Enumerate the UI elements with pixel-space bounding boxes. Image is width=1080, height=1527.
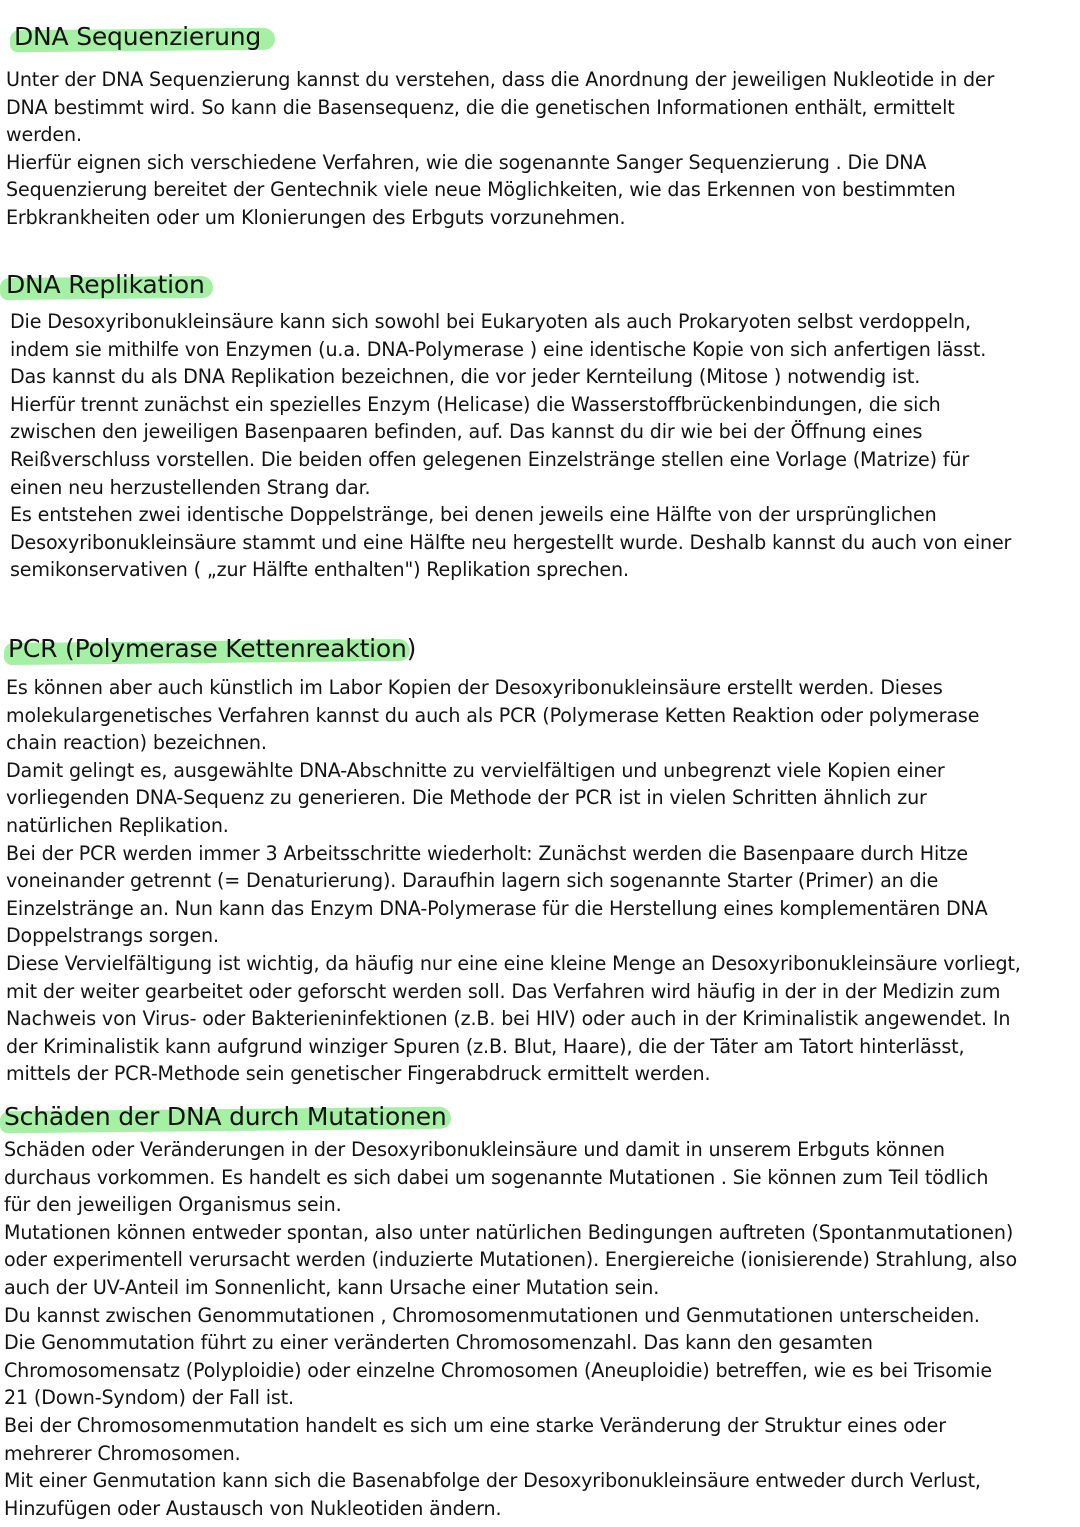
text-line: werden. bbox=[6, 123, 82, 147]
text-line: Das kannst du als DNA Replikation bezeichnen, die vor jeder Kernteilung (Mitose ) notwendig ist. bbox=[10, 365, 921, 389]
text-line: Damit gelingt es, ausgewählte DNA-Abschnitte zu vervielfältigen und unbegrenzt viele Kopien einer bbox=[6, 758, 945, 782]
section-heading: DNA Replikation bbox=[6, 270, 205, 299]
text-line: mehrerer Chromosomen. bbox=[4, 1441, 241, 1465]
heading-wrap bbox=[14, 20, 261, 54]
text-line: Hierfür eignen sich verschiedene Verfahren, wie die sogenannte Sanger Sequenzierung . Die DNA bbox=[6, 150, 927, 174]
section-mutationen bbox=[0, 1100, 1080, 1522]
text-line: Mit einer Genmutation kann sich die Basenabfolge der Desoxyribonukleinsäure entweder durch Verlust, bbox=[4, 1469, 981, 1493]
text-line: voneinander getrennt (= Denaturierung). Daraufhin lagern sich sogenannte Starter (Primer) an die bbox=[6, 869, 939, 893]
text-line: Du kannst zwischen Genommutationen , Chromosomenmutationen und Genmutationen unterscheiden. bbox=[4, 1303, 980, 1327]
text-line: DNA bestimmt wird. So kann die Basensequenz, die die genetischen Informationen enthält, ermittelt bbox=[6, 95, 955, 119]
text-line: Erbkrankheiten oder um Klonierungen des Erbguts vorzunehmen. bbox=[6, 205, 626, 229]
text-line: oder experimentell verursacht werden (induzierte Mutationen). Energiereiche (ionisierende) Strahlung, also bbox=[4, 1248, 1017, 1272]
text-line: Es entstehen zwei identische Doppelstränge, bei denen jeweils eine Hälfte von der ursprünglichen bbox=[10, 503, 937, 527]
text-line: molekulargenetisches Verfahren kannst du auch als PCR (Polymerase Ketten Reaktion oder polymerase bbox=[6, 703, 980, 727]
section-heading: PCR (Polymerase Kettenreaktion) bbox=[8, 634, 417, 663]
text-line: vorliegenden DNA-Sequenz zu generieren. Die Methode der PCR ist in vielen Schritten ähnlich zur bbox=[6, 786, 927, 810]
text-line: mittels der PCR-Methode sein genetischer Fingerabdruck ermittelt werden. bbox=[6, 1062, 711, 1086]
section-heading: DNA Sequenzierung bbox=[14, 22, 262, 51]
text-line: Bei der Chromosomenmutation handelt es sich um eine starke Veränderung der Struktur eines oder bbox=[4, 1413, 946, 1437]
section-dna-replikation bbox=[0, 268, 1080, 584]
text-line: Bei der PCR werden immer 3 Arbeitsschritte wiederholt: Zunächst werden die Basenpaare durch Hitze bbox=[6, 841, 968, 865]
text-line: auch der UV-Anteil im Sonnenlicht, kann Ursache einer Mutation sein. bbox=[4, 1275, 660, 1299]
text-line: indem sie mithilfe von Enzymen (u.a. DNA-Polymerase ) eine identische Kopie von sich anfertigen lässt. bbox=[10, 337, 987, 361]
text-line: für den jeweiligen Organismus sein. bbox=[4, 1193, 342, 1217]
text-line: Desoxyribonukleinsäure stammt und eine Hälfte neu hergestellt wurde. Deshalb kannst du auch von einer bbox=[10, 530, 1012, 554]
text-line: Unter der DNA Sequenzierung kannst du verstehen, dass die Anordnung der jeweiligen Nukleotide in der bbox=[6, 68, 995, 91]
text-line: Sequenzierung bereitet der Gentechnik viele neue Möglichkeiten, wie das Erkennen von bestimmten bbox=[6, 178, 956, 202]
text-line: Reißverschluss vorstellen. Die beiden offen gelegenen Einzelstränge stellen eine Vorlage (Matrize) für bbox=[10, 447, 970, 471]
text-line: durchaus vorkommen. Es handelt es sich dabei um sogenannte Mutationen . Sie können zum Teil tödlich bbox=[4, 1165, 989, 1189]
text-line: mit der weiter gearbeitet oder geforscht werden soll. Das Verfahren wird häufig in der in der Medizin zum bbox=[6, 979, 1001, 1003]
section-body bbox=[10, 308, 1080, 584]
section-heading: Schäden der DNA durch Mutationen bbox=[4, 1102, 447, 1131]
text-line: natürlichen Replikation. bbox=[6, 813, 229, 837]
text-line: zwischen den jeweiligen Basenpaaren befinden, auf. Das kannst du dir wie bei der Öffnung eines bbox=[10, 420, 923, 444]
section-body bbox=[6, 674, 1080, 1088]
text-line: chain reaction) bezeichnen. bbox=[6, 731, 267, 755]
heading-wrap bbox=[8, 632, 416, 666]
text-line: einen neu herzustellenden Strang dar. bbox=[10, 475, 371, 499]
text-line: Es können aber auch künstlich im Labor Kopien der Desoxyribonukleinsäure erstellt werden. Dieses bbox=[6, 676, 943, 699]
text-line: Einzelstränge an. Nun kann das Enzym DNA-Polymerase für die Herstellung eines komplementären DNA bbox=[6, 896, 988, 920]
text-line: Mutationen können entweder spontan, also unter natürlichen Bedingungen auftreten (Spontanmutationen) bbox=[4, 1220, 1014, 1244]
heading-wrap bbox=[4, 1100, 447, 1134]
text-line: Chromosomensatz (Polyploidie) oder einzelne Chromosomen (Aneuploidie) betreffen, wie es bei Trisomie bbox=[4, 1358, 992, 1382]
text-line: Schäden oder Veränderungen in der Desoxyribonukleinsäure und damit in unserem Erbguts können bbox=[4, 1138, 945, 1161]
section-pcr bbox=[0, 632, 1080, 1088]
text-line: Hinzufügen oder Austausch von Nukleotiden ändern. bbox=[4, 1496, 502, 1520]
text-line: Doppelstrangs sorgen. bbox=[6, 924, 219, 948]
text-line: Hierfür trennt zunächst ein spezielles Enzym (Helicase) die Wasserstoffbrückenbindungen, die sich bbox=[10, 392, 941, 416]
text-line: 21 (Down-Syndom) der Fall ist. bbox=[4, 1386, 294, 1410]
text-line: Die Desoxyribonukleinsäure kann sich sowohl bei Eukaryoten als auch Prokaryoten selbst verdoppeln, bbox=[10, 310, 971, 333]
text-line: der Kriminalistik kann aufgrund winziger Spuren (z.B. Blut, Haare), die der Täter am Tatort hinterlässt, bbox=[6, 1034, 965, 1058]
section-body bbox=[4, 1136, 1080, 1522]
text-line: Nachweis von Virus- oder Bakterieninfektionen (z.B. bei HIV) oder auch in der Kriminalistik angewendet. In bbox=[6, 1007, 1011, 1031]
text-line: semikonservativen ( „zur Hälfte enthalten") Replikation sprechen. bbox=[10, 558, 629, 582]
section-body bbox=[6, 66, 1080, 232]
heading-wrap bbox=[6, 268, 205, 302]
section-dna-sequenzierung bbox=[0, 20, 1080, 232]
text-line: Diese Vervielfältigung ist wichtig, da häufig nur eine eine kleine Menge an Desoxyribonukleinsäure vorliegt, bbox=[6, 951, 1021, 975]
text-line: Die Genommutation führt zu einer veränderten Chromosomenzahl. Das kann den gesamten bbox=[4, 1331, 873, 1355]
